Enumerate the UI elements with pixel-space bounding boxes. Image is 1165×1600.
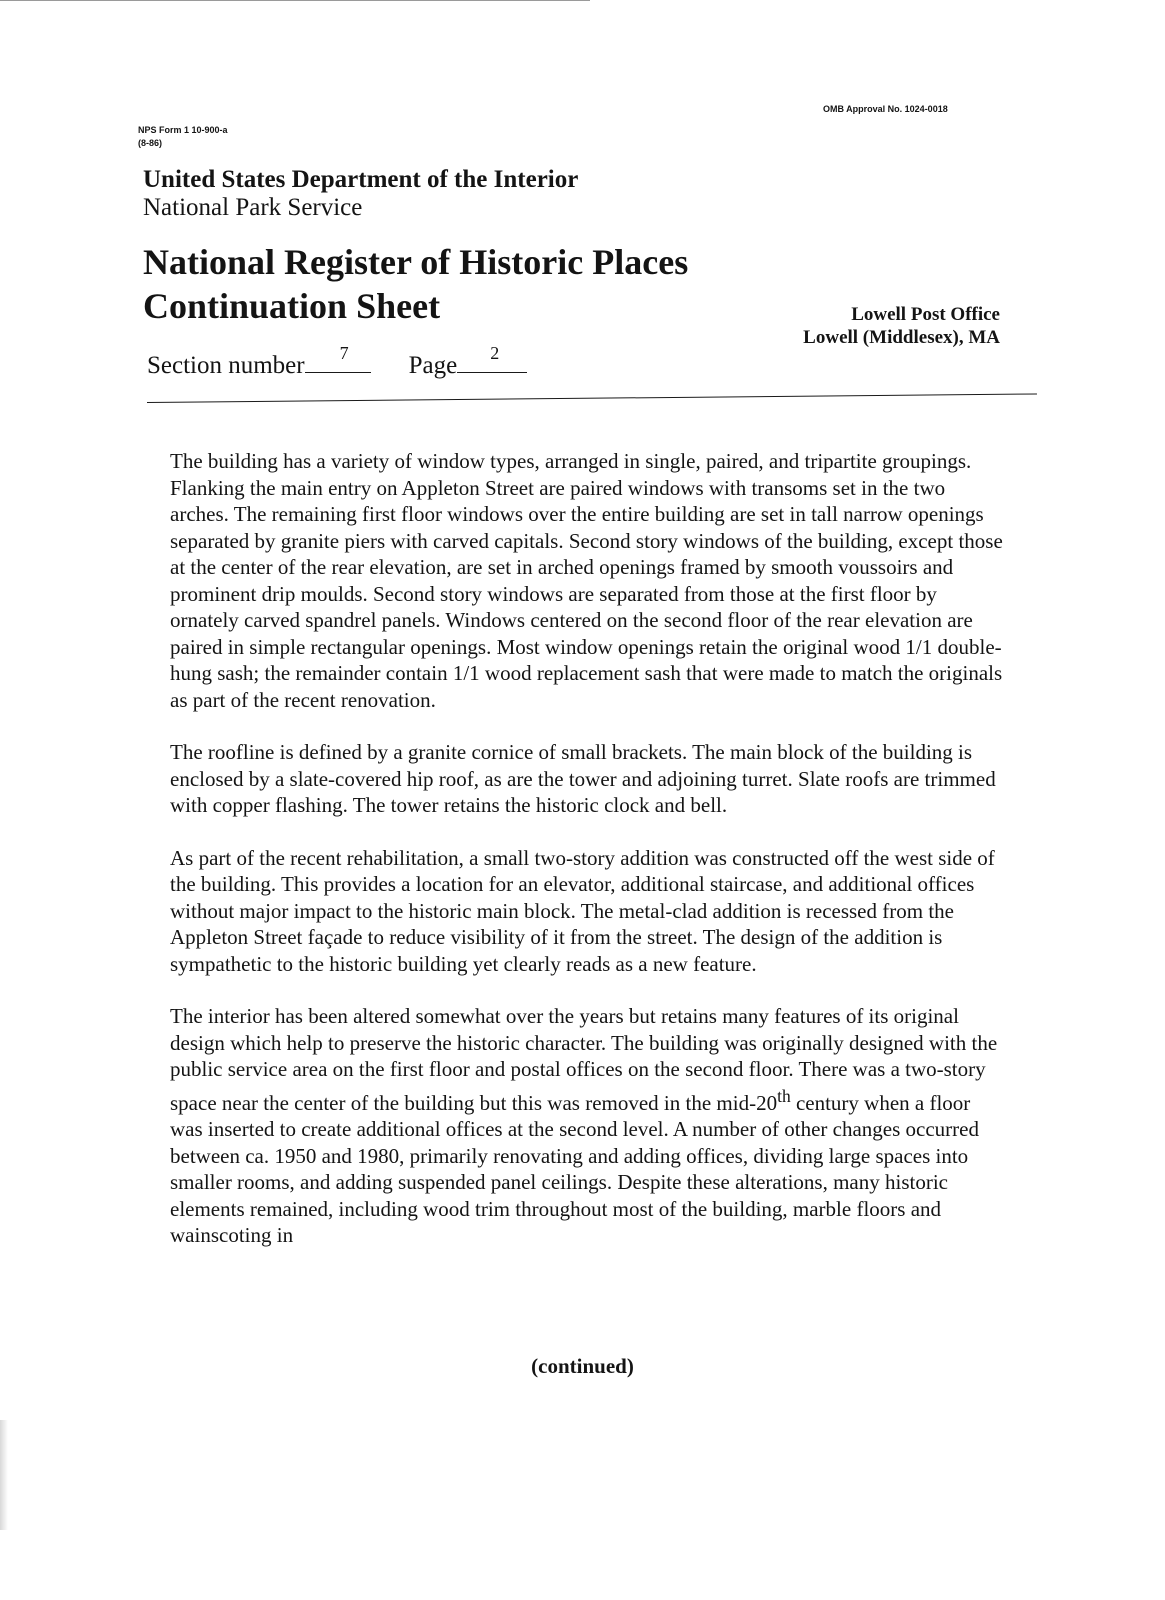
document-title — [143, 240, 688, 328]
page-number-value: 2 — [490, 343, 500, 363]
paragraph-roofline: The roofline is defined by a granite cornice of small brackets. The main block of the building is enclosed by a slate-covered hip roof, as are the tower and adjoining turret. Slate roofs are trimmed with copper flashing. The tower retains the historic clock and bell. — [170, 740, 996, 817]
form-identifier — [138, 124, 228, 150]
form-date: (8-86) — [138, 138, 163, 148]
scan-edge — [0, 0, 590, 1]
continued-marker: (continued) — [531, 1354, 634, 1378]
ordinal-suffix: th — [777, 1085, 791, 1106]
paragraph-interior-part-1: The interior has been altered somewhat over the years but retains many features of its original design which help to preserve the historic character. The building was originally designed with the public service area on the first floor and postal offices on the second floor. There was a two-story space near the center of the building but this was removed in the mid-20 — [170, 1004, 998, 1115]
page-label: Page — [408, 352, 458, 379]
property-name: Lowell Post Office — [851, 304, 1000, 325]
header-divider — [147, 393, 1037, 403]
form-number: NPS Form 1 10-900-a — [138, 125, 228, 135]
scan-shadow — [0, 1420, 8, 1530]
body-text — [170, 448, 1005, 1249]
title-line-1: National Register of Historic Places — [143, 242, 689, 282]
section-page-row — [147, 343, 527, 381]
section-number-field — [305, 343, 371, 373]
paragraph-interior — [170, 1003, 1005, 1249]
department-header — [143, 166, 578, 222]
page-number-field — [457, 343, 527, 373]
omb-approval: OMB Approval No. 1024-0018 — [823, 104, 948, 114]
paragraph-addition: As part of the recent rehabilitation, a small two-story addition was constructed off the west side of the building. This provides a location for an elevator, additional staircase, and additional offices without major impact to the historic main block. The metal-clad addition is recessed from the Appleton Street façade to reduce visibility of it from the street. The design of the addition is sympathetic to the historic building yet clearly reads as a new feature. — [170, 845, 995, 976]
department-name: United States Department of the Interior — [143, 166, 579, 193]
agency-name: National Park Service — [143, 194, 363, 221]
section-number-label: Section number — [147, 352, 305, 379]
section-number-value: 7 — [339, 343, 349, 363]
property-info — [760, 303, 1000, 349]
property-location: Lowell (Middlesex), MA — [803, 327, 1000, 348]
paragraph-interior-part-2: century when a floor was inserted to create additional offices at the second level. A number of other changes occurred between ca. 1950 and 1980, primarily renovating and adding offices, dividing large spaces into smaller rooms, and adding suspended panel ceilings. Despite these alterations, many historic elements remained, including wood trim throughout most of the building, marble floors and wainscoting in — [170, 1090, 979, 1247]
paragraph-windows: The building has a variety of window types, arranged in single, paired, and tripartite groupings. Flanking the main entry on Appleton Street are paired windows with transoms set in the two arches. The remaining first floor windows over the entire building are set in tall narrow openings separated by granite piers with carved capitals. Second story windows of the building, except those at the center of the rear elevation, are set in arched openings framed by smooth voussoirs and prominent drip moulds. Second story windows are separated from those at the first floor by ornately carved spandrel panels. Windows centered on the second floor of the rear elevation are paired in simple rectangular openings. Most window openings retain the original wood 1/1 double-hung sash; the remainder contain 1/1 wood replacement sash that were made to match the originals as part of the recent renovation. — [170, 449, 1003, 712]
title-line-2: Continuation Sheet — [143, 286, 441, 326]
